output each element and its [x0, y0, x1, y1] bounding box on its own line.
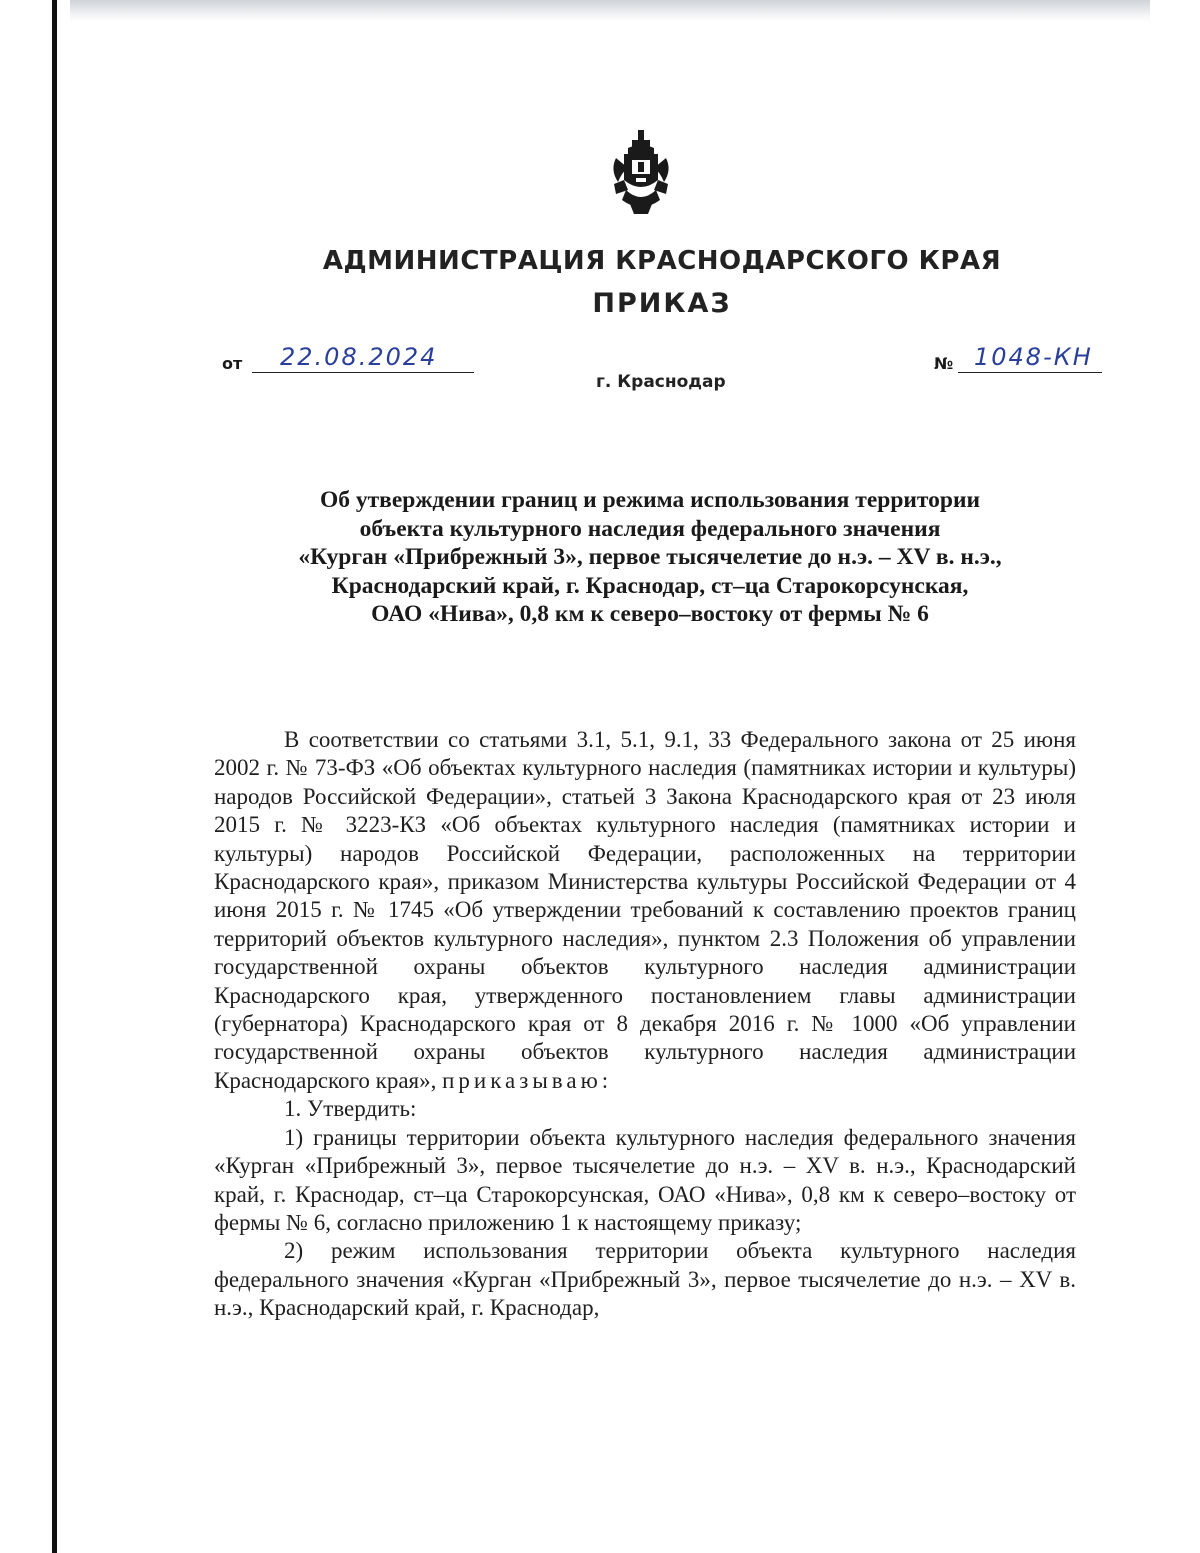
preamble-text: В соответствии со статьями 3.1, 5.1, 9.1, 33 Федерального закона от 25 июня 2002 г. № 73-ФЗ «Об объектах культурного наследия (памятниках истории и культуры) народов Российской Федерации», статьей 3 Закона Краснодарского края от 23 июля 2015 г. № 3223-КЗ «Об объектах культурного наследия (памятниках истории и культуры) народов Российской Федерации, расположенных на территории Краснодарского края», приказом Министерства культуры Российской Федерации от 4 июня 2015 г. № 1745 «Об утверждении требований к составлению проектов границ территорий объектов культурного наследия», пунктом 2.3 Положения об управлении государственной охраны объектов культурного наследия администрации Краснодарского края, утвержденного постановлением главы администрации (губернатора) Краснодарского края от 8 декабря 2016 г. № 1000 «Об управлении государственной охраны объектов культурного наследия администрации Краснодарского края»,	[214, 727, 1076, 1093]
item-1-1: 1) границы территории объекта культурного наследия федерального значения «Курган «Прибрежный 3», первое тысячелетие до н.э. – XV в. н.э., Краснодарский край, г. Краснодар, ст–ца Старокорсунская, ОАО «Нива», 0,8 км к северо–востоку от фермы № 6, согласно приложению 1 к настоящему приказу;	[214, 1124, 1076, 1235]
number-handwritten: 1048-КН	[974, 343, 1093, 371]
date-handwritten: 22.08.2024	[280, 343, 438, 371]
document-body	[214, 726, 1076, 1323]
document-type: ПРИКАЗ	[592, 288, 732, 319]
title-line: Об утверждении границ и режима использования территории	[319, 487, 981, 513]
document-title	[200, 486, 1100, 629]
number-field	[934, 345, 1104, 377]
preamble-paragraph	[214, 726, 1076, 1095]
city: г. Краснодар	[596, 372, 726, 392]
item-1: 1. Утвердить:	[284, 1096, 417, 1122]
title-line: объекта культурного наследия федерального значения	[359, 515, 941, 542]
number-underline	[958, 372, 1102, 374]
title-line: Краснодарский край, г. Краснодар, ст–ца Старокорсунская,	[331, 572, 969, 599]
date-underline	[252, 372, 474, 374]
date-prefix: от	[222, 354, 243, 373]
scan-edge-left	[52, 0, 57, 1553]
title-line: ОАО «Нива», 0,8 км к северо–востоку от фермы № 6	[371, 601, 929, 627]
coat-of-arms-emblem	[610, 128, 672, 220]
item-1-2: 2) режим использования территории объекта культурного наследия федерального значения «Курган «Прибрежный 3», первое тысячелетие до н.э. – XV в. н.э., Краснодарский край, г. Краснодар,	[214, 1238, 1076, 1321]
date-field	[222, 345, 482, 377]
order-word: приказываю:	[442, 1067, 613, 1093]
organization-name: АДМИНИСТРАЦИЯ КРАСНОДАРСКОГО КРАЯ	[322, 246, 1002, 276]
title-line: «Курган «Прибрежный 3», первое тысячелетие до н.э. – XV в. н.э.,	[298, 544, 1002, 570]
scan-shadow-top	[70, 0, 1150, 22]
number-prefix: №	[934, 354, 954, 373]
